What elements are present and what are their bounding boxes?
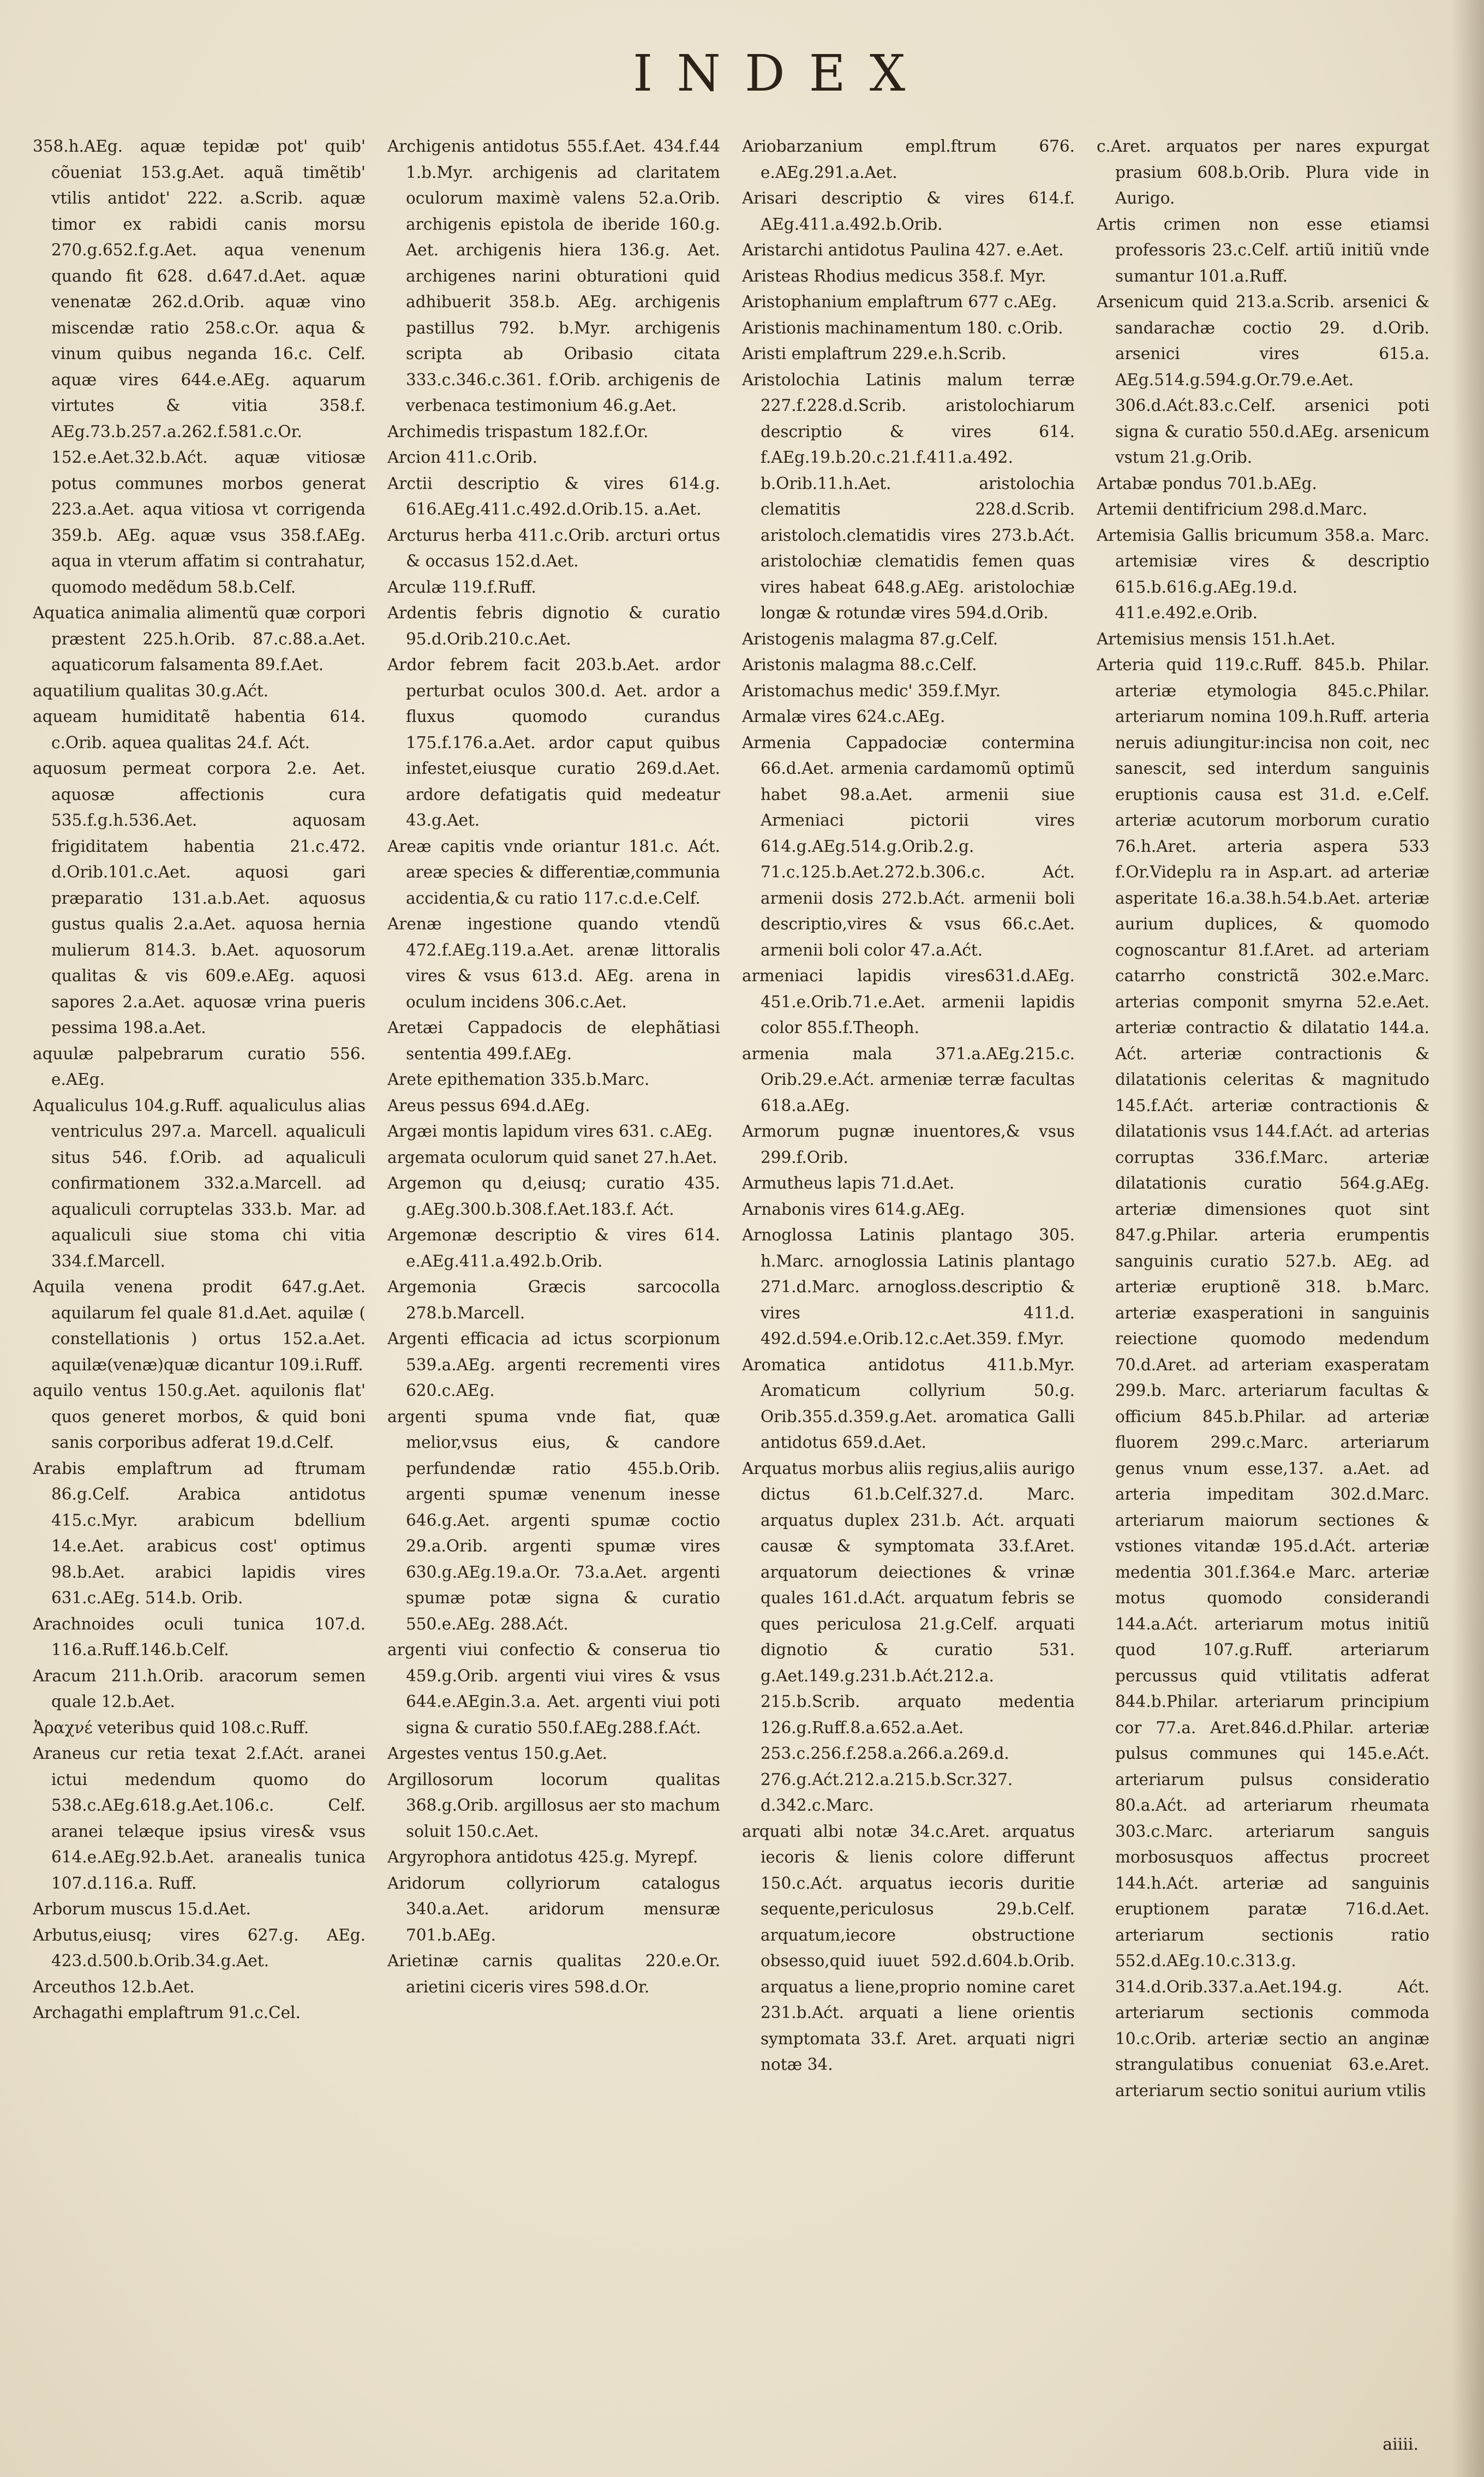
index-column-2: [387, 134, 720, 2420]
index-entry: Aristolochia Latinis malum terræ 227.f.228.d.Scrib. aristolochiarum descriptio & vires 614. f.AEg.19.b.20.c.21.f.411.a.492. b.Orib.11.h.Aet. aristolochia clematitis 228.d.Scrib. aristoloch.clematidis vires 273.b.Aćt. aristolochiæ clematidis femen quas vires habeat 648.g.AEg. aristolochiæ longæ & rotundæ vires 594.d.Orib.: [742, 370, 1075, 622]
index-entry: Arnoglossa Latinis plantago 305. h.Marc. arnoglossia Latinis plantago 271.d.Marc. arnogloss.descriptio & vires 411.d. 492.d.594.e.Orib.12.c.Aet.359. f.Myr.: [742, 1226, 1075, 1348]
index-entry: Arnabonis vires 614.g.AEg.: [742, 1199, 965, 1219]
index-entry: Aquila venena prodit 647.g.Aet. aquilarum fel quale 81.d.Aet. aquilæ ( constellationis ) ortus 152.a.Aet. aquilæ(venæ)quæ dicantur 109.i.Ruff.: [33, 1278, 366, 1374]
index-entry: Araneus cur retia texat 2.f.Aćt. aranei ictui medendum quomo do 538.c.AEg.618.g.Aet.106.c. Celf. aranei telæque ipsius vires& vsus 614.e.AEg.92.b.Aet. aranealis tunica 107.d.116.a. Ruff.: [33, 1744, 366, 1893]
printer-signature: aiiii.: [1383, 2435, 1419, 2454]
index-entry: Argemonæ descriptio & vires 614. e.AEg.411.a.492.b.Orib.: [387, 1226, 720, 1270]
index-entry: Artemisia Gallis bricumum 358.a. Marc. artemisiæ vires & descriptio 615.b.616.g.AEg.19.d. 411.e.492.e.Orib.: [1097, 526, 1429, 622]
index-entry: Aristeas Rhodius medicus 358.f. Myr.: [742, 266, 1046, 285]
index-entry: Aristogenis malagma 87.g.Celf.: [742, 629, 998, 648]
index-entry: Argestes ventus 150.g.Aet.: [387, 1744, 608, 1763]
index-entry: Arculæ 119.f.Ruff.: [387, 577, 536, 596]
index-entry: aquulæ palpebrarum curatio 556. e.AEg.: [33, 1044, 366, 1089]
index-entry: Aquatica animalia alimentũ quæ corpori præstent 225.h.Orib. 87.c.88.a.Aet. aquaticorum falsamenta 89.f.Aet.: [33, 604, 366, 674]
index-entry: Arbutus,eiusq; vires 627.g. AEg. 423.d.500.b.Orib.34.g.Aet.: [33, 1925, 366, 1970]
index-entry: Armutheus lapis 71.d.Aet.: [742, 1174, 955, 1192]
index-entry: arquati albi notæ 34.c.Aret. arquatus iecoris & lienis colore differunt 150.c.Aćt. arquatus iecoris duritie sequente,periculosus 29.b.Celf. arquatum,iecore obstructione obsesso,quid iuuet 592.d.604.b.Orib. arquatus a liene,proprio nomine caret 231.b.Aćt. arquati a liene orientis symptomata 33.f. Aret. arquati nigri notæ 34.: [742, 1822, 1075, 2074]
index-entry: Arisari descriptio & vires 614.f. AEg.411.a.492.b.Orib.: [742, 189, 1075, 234]
index-column-3: [742, 134, 1075, 2420]
index-entry: Aracum 211.h.Orib. aracorum semen quale 12.b.Aet.: [33, 1666, 366, 1711]
index-entry: Arborum muscus 15.d.Aet.: [33, 1900, 251, 1918]
index-entry: Arctii descriptio & vires 614.g. 616.AEg.411.c.492.d.Orib.15. a.Aet.: [387, 474, 720, 518]
index-entry: Archagathi emplaftrum 91.c.Cel.: [33, 2003, 301, 2022]
index-entry: Arcturus herba 411.c.Orib. arcturi ortus & occasus 152.d.Aet.: [387, 526, 720, 570]
index-column-1: [33, 134, 366, 2420]
index-entry: Armalæ vires 624.c.AEg.: [742, 707, 946, 726]
index-entry: Arsenicum quid 213.a.Scrib. arsenici & sandarachæ coctio 29. d.Orib. arsenici vires 615.a. AEg.514.g.594.g.Or.79.e.Aet. 306.d.Aćt.83.c.Celf. arsenici poti signa & curatio 550.d.AEg. arsenicum vstum 21.g.Orib.: [1097, 293, 1429, 467]
index-entry: Arcion 411.c.Orib.: [387, 448, 538, 467]
index-entry: Argemonia Græcis sarcocolla 278.b.Marcell.: [387, 1278, 720, 1322]
index-entry: Aristionis machinamentum 180. c.Orib.: [742, 318, 1063, 337]
index-entry: Argæi montis lapidum vires 631. c.AEg.: [387, 1122, 713, 1141]
index-entry: Aristi emplaftrum 229.e.h.Scrib.: [742, 344, 1007, 363]
index-entry: Areus pessus 694.d.AEg.: [387, 1096, 590, 1115]
index-column-4: [1097, 134, 1429, 2420]
index-entry: Argemon qu d,eiusq; curatio 435. g.AEg.300.b.308.f.Aet.183.f. Aćt.: [387, 1174, 720, 1219]
index-entry: Ariobarzanium empl.ftrum 676. e.AEg.291.a.Aet.: [742, 137, 1075, 182]
index-entry: Arietinæ carnis qualitas 220.e.Or. arietini ciceris vires 598.d.Or.: [387, 1951, 720, 1996]
index-entry: Armenia Cappadociæ contermina 66.d.Aet. armenia cardamomũ optimũ habet 98.a.Aet. armenii siue Armeniaci pictorii vires 614.g.AEg.514.g.Orib.2.g. 71.c.125.b.Aet.272.b.306.c. Aćt. armenii dosis 272.b.Aćt. armenii boli descriptio,vires & vsus 66.c.Aet. armenii boli color 47.a.Aćt.: [742, 733, 1075, 959]
index-entry: Aristophanium emplaftrum 677 c.AEg.: [742, 293, 1057, 311]
index-entry: Aromatica antidotus 411.b.Myr. Aromaticum collyrium 50.g. Orib.355.d.359.g.Aet. aromatica Galli antidotus 659.d.Aet.: [742, 1355, 1075, 1452]
index-entry: Arenæ ingestione quando vtendũ 472.f.AEg.119.a.Aet. arenæ littoralis vires & vsus 613.d. AEg. arena in oculum incidens 306.c.Aet.: [387, 915, 720, 1011]
index-entry: aquosum permeat corpora 2.e. Aet. aquosæ affectionis cura 535.f.g.h.536.Aet. aquosam frigiditatem habentia 21.c.472. d.Orib.101.c.Aet. aquosi gari præparatio 131.a.b.Aet. aquosus gustus qualis 2.a.Aet. aquosa hernia mulierum 814.3. b.Aet. aquosorum qualitas & vis 609.e.AEg. aquosi sapores 2.a.Aet. aquosæ vrina pueris pessima 198.a.Aet.: [33, 759, 366, 1037]
index-columns: [33, 134, 1429, 2420]
index-entry: aqueam humiditatẽ habentia 614. c.Orib. aquea qualitas 24.f. Aćt.: [33, 707, 366, 752]
index-entry: 358.h.AEg. aquæ tepidæ pot' quib' cõueniat 153.g.Aet. aquã timẽtib' vtilis antidot' 222. a.Scrib. aquæ timor ex rabidi canis morsu 270.g.652.f.g.Aet. aqua venenum quando fit 628. d.647.d.Aet. aquæ venenatæ 262.d.Orib. aquæ vino miscendæ ratio 258.c.Or. aqua & vinum quibus neganda 16.c. Celf. aquæ vires 644.e.AEg. aquarum virtutes & vitia 358.f. AEg.73.b.257.a.262.f.581.c.Or. 152.e.Aet.32.b.Aćt. aquæ vitiosæ potus communes morbos generat 223.a.Aet. aqua vitiosa vt corrigenda 359.b. AEg. aquæ vsus 358.f.AEg. aqua in vterum affatim si contrahatur, quomodo medẽdum 58.b.Celf.: [33, 137, 366, 596]
index-entry: aquatilium qualitas 30.g.Aćt.: [33, 681, 269, 700]
index-entry: Arete epithemation 335.b.Marc.: [387, 1070, 650, 1089]
index-entry: Arquatus morbus aliis regius,aliis aurigo dictus 61.b.Celf.327.d. Marc. arquatus duplex 231.b. Aćt. arquati causæ & symptomata 33.f.Aret. arquatorum deiectiones & vrinæ quales 161.d.Aćt. arquatum febris se ques periculosa 21.g.Celf. arquati dignotio & curatio 531. g.Aet.149.g.231.b.Aćt.212.a. 215.b.Scrib. arquato medentia 126.g.Ruff.8.a.652.a.Aet. 253.c.256.f.258.a.266.a.269.d. 276.g.Aćt.212.a.215.b.Scr.327. d.342.c.Marc.: [742, 1459, 1075, 1815]
index-entry: Archimedis trispastum 182.f.Or.: [387, 422, 649, 441]
index-entry: c.Aret. arquatos per nares expurgat prasium 608.b.Orib. Plura vide in Aurigo.: [1097, 137, 1429, 207]
index-entry: Archigenis antidotus 555.f.Aet. 434.f.44 1.b.Myr. archigenis ad claritatem oculorum maximè valens 52.a.Orib. archigenis epistola de iberide 160.g. Aet. archigenis hiera 136.g. Aet. archigenes narini obturationi quid adhibuerit 358.b. AEg. archigenis pastillus 792. b.Myr. archigenis scripta ab Oribasio citata 333.c.346.c.361. f.Orib. archigenis de verbenaca testimonium 46.g.Aet.: [387, 137, 720, 415]
index-entry: Ardor febrem facit 203.b.Aet. ardor perturbat oculos 300.d. Aet. ardor a fluxus quomodo curandus 175.f.176.a.Aet. ardor caput quibus infestet,eiusque curatio 269.d.Aet. ardore defatigatis quid medeatur 43.g.Aet.: [387, 655, 720, 829]
index-entry: Aristomachus medic' 359.f.Myr.: [742, 681, 1001, 700]
index-entry: Artemii dentifricium 298.d.Marc.: [1097, 500, 1368, 518]
index-entry: argenti spuma vnde fiat, quæ melior,vsus eius, & candore perfundendæ ratio 455.b.Orib. argenti spumæ venenum inesse 646.g.Aet. argenti spumæ coctio 29.a.Orib. argenti spumæ vires 630.g.AEg.19.a.Or. 73.a.Aet. argenti spumæ potæ signa & curatio 550.e.AEg. 288.Aćt.: [387, 1407, 720, 1633]
index-entry: Ardentis febris dignotio & curatio 95.d.Orib.210.c.Aet.: [387, 604, 720, 648]
index-entry: Arabis emplaftrum ad ftrumam 86.g.Celf. Arabica antidotus 415.c.Myr. arabicum bdellium 14.e.Aet. arabicus cost' optimus 98.b.Aet. arabici lapidis vires 631.c.AEg. 514.b. Orib.: [33, 1459, 366, 1607]
page-edge-shadow: [1451, 0, 1484, 2477]
index-entry: Arachnoides oculi tunica 107.d. 116.a.Ruff.146.b.Celf.: [33, 1614, 366, 1659]
index-entry: Aqualiculus 104.g.Ruff. aqualiculus alias ventriculus 297.a. Marcell. aqualiculi situs 546. f.Orib. ad aqualiculi confirmationem 332.a.Marcell. ad aqualiculi corruptelas 333.b. Mar. ad aqualiculi siue stoma chi vitia 334.f.Marcell.: [33, 1096, 366, 1270]
index-entry: Artabæ pondus 701.b.AEg.: [1097, 474, 1317, 493]
index-entry: armenia mala 371.a.AEg.215.c. Orib.29.e.Aćt. armeniæ terræ facultas 618.a.AEg.: [742, 1044, 1075, 1115]
index-entry: Arteria quid 119.c.Ruff. 845.b. Philar. arteriæ etymologia 845.c.Philar. arteriarum nomina 109.h.Ruff. arteria neruis adiungitur:incisa non coit, nec sanescit, sed interdum sanguinis eruptionis causa est 31.d. e.Celf. arteriæ acutorum morborum curatio 76.h.Aret. arteria aspera 533 f.Or.Videplu ra in Asp.art. ad arteriæ asperitate 16.a.38.h.54.b.Aet. arteriæ aurium duplices, & quomodo cognoscantur 81.f.Aret. ad arteriam catarrho constrictã 302.e.Marc. arterias componit smyrna 52.e.Aet. arteriæ contractio & dilatatio 144.a. Aćt. arteriæ contractionis & dilatationis celeritas & magnitudo 145.f.Aćt. arteriæ contractionis & dilatationis vsus 144.f.Aćt. ad arterias corruptas 336.f.Marc. arteriæ dilatationis curatio 564.g.AEg. arteriæ dimensiones quot sint 847.g.Philar. arteria erumpentis sanguinis curatio 527.b. AEg. ad arteriæ eruptionẽ 318. b.Marc. arteriæ exasperationi in sanguinis reiectione quomodo medendum 70.d.Aret. ad arteriam exasperatam 299.b. Marc. arteriarum facultas & officium 845.b.Philar. ad arteriæ fluorem 299.c.Marc. arteriarum genus vnum esse,137. a.Aet. ad arteria impeditam 302.d.Marc. arteriarum maiorum sectiones & vstiones vitandæ 195.d.Aćt. arteriæ medentia 301.f.364.e Marc. arteriæ motus quomodo considerandi 144.a.Aćt. arteriarum motus initiũ quod 107.g.Ruff. arteriarum percussus quid vtilitatis adferat 844.b.Philar. arteriarum principium cor 77.a. Aret.846.d.Philar. arteriæ pulsus communes qui 145.e.Aćt. arteriarum pulsus consideratio 80.a.Aćt. ad arteriarum rheumata 303.c.Marc. arteriarum sanguis morbosusquos affectus procreet 144.h.Aćt. arteriæ ad sanguinis eruptionem paratæ 716.d.Aet. arteriarum sectionis ratio 552.d.AEg.10.c.313.g. 314.d.Orib.337.a.Aet.194.g. Aćt. arteriarum sectionis commoda 10.c.Orib. arteriæ sectio an anginæ strangulatibus conueniat 63.e.Aret. arteriarum sectio sonitui aurium vtilis: [1097, 655, 1429, 2100]
index-entry: Argyrophora antidotus 425.g. Myrepf.: [387, 1848, 698, 1866]
index-entry: armeniaci lapidis vires631.d.AEg. 451.e.Orib.71.e.Aet. armenii lapidis color 855.f.Theoph.: [742, 966, 1075, 1037]
index-entry: Aristarchi antidotus Paulina 427. e.Aet.: [742, 241, 1064, 259]
index-entry: Argillosorum locorum qualitas 368.g.Orib. argillosus aer sto machum soluit 150.c.Aet.: [387, 1770, 720, 1841]
page-title: INDEX: [633, 44, 930, 103]
index-entry: aquilo ventus 150.g.Aet. aquilonis flat' quos generet morbos, & quid boni sanis corporibus adferat 19.d.Celf.: [33, 1381, 366, 1452]
index-entry: Aridorum collyriorum catalogus 340.a.Aet. aridorum mensuræ 701.b.AEg.: [387, 1873, 720, 1944]
index-entry: Aristonis malagma 88.c.Celf.: [742, 655, 977, 674]
index-entry: argenti viui confectio & conserua tio 459.g.Orib. argenti viui vires & vsus 644.e.AEgin.3.a. Aet. argenti viui poti signa & curatio 550.f.AEg.288.f.Aćt.: [387, 1640, 720, 1737]
index-entry: Aretæi Cappadocis de elephãtiasi sententia 499.f.AEg.: [387, 1018, 720, 1063]
index-entry: Artis crimen non esse etiamsi professoris 23.c.Celf. artiũ initiũ vnde sumantur 101.a.Ruff.: [1097, 214, 1429, 285]
index-entry: Artemisius mensis 151.h.Aet.: [1097, 629, 1336, 648]
index-entry: Argenti efficacia ad ictus scorpionum 539.a.AEg. argenti recrementi vires 620.c.AEg.: [387, 1329, 720, 1400]
index-entry: Arceuthos 12.b.Aet.: [33, 1977, 195, 1996]
index-entry: Armorum pugnæ inuentores,& vsus 299.f.Orib.: [742, 1122, 1075, 1167]
index-entry: Ἀραχνέ veteribus quid 108.c.Ruff.: [33, 1718, 309, 1737]
index-entry: argemata oculorum quid sanet 27.h.Aet.: [387, 1148, 717, 1167]
index-entry: Areæ capitis vnde oriantur 181.c. Aćt. areæ species & differentiæ,communia accidentia,& cu ratio 117.c.d.e.Celf.: [387, 837, 720, 908]
